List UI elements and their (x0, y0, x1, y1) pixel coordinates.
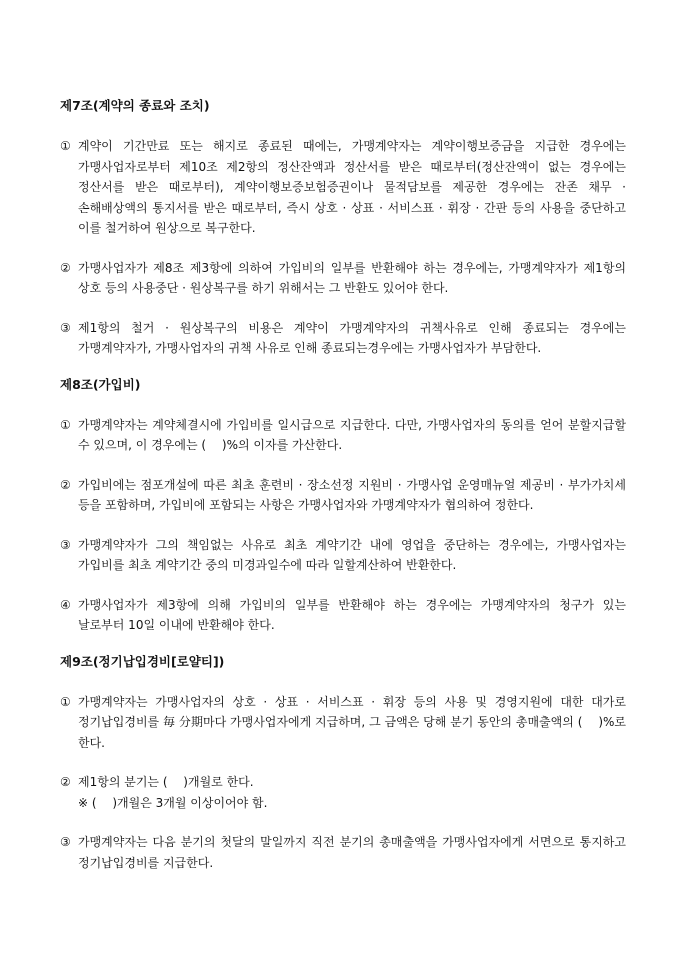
para-text: 제1항의 분기는 ( )개월로 한다. (78, 775, 254, 789)
para-text: 가맹계약자는 가맹사업자의 상호 · 상표 · 서비스표 · 휘장 등의 사용 및 경영지원에 대한 대가로 정기납입경비를 毎 分期마다 가맹사업자에게 지급하며, 그 금액은 당해 분기 동안의 총매출액의 ( )%로 한다. (78, 694, 626, 750)
para-number: ① (60, 139, 71, 153)
article-8-para-1 (60, 415, 626, 456)
article-8-para-2 (60, 475, 626, 516)
para-text: 계약이 기간만료 또는 해지로 종료된 때에는, 가맹계약자는 계약이행보증금을 지급한 경우에는 가맹사업자로부터 제10조 제2항의 정산잔액과 정산서를 받은 때로부터(정산잔액이 없는 경우에는 정산서를 받은 때로부터), 계약이행보증보험증권이나 물적담보를 제공한 경우에는 잔존 채무 · 손해배상액의 통지서를 받은 때로부터, 즉시 상호 · 상표 · 서비스표 · 휘장 · 간판 등의 사용을 중단하고 이를 철거하여 원상으로 복구한다. (78, 139, 626, 235)
para-text: 제1항의 철거 · 원상복구의 비용은 계약이 가맹계약자의 귀책사유로 인해 종료되는 경우에는 가맹계약자가, 가맹사업자의 귀책 사유로 인해 종료되는경우에는 가맹사업자가 부담한다. (78, 320, 626, 355)
article-7 (60, 96, 626, 359)
para-text: 가맹사업자가 제3항에 의해 가입비의 일부를 반환해야 하는 경우에는 가맹계약자의 청구가 있는 날로부터 10일 이내에 반환해야 한다. (78, 597, 626, 632)
para-text-block (78, 772, 626, 813)
para-note: ※ ( )개월은 3개월 이상이어야 함. (78, 795, 268, 810)
para-number: ② (60, 260, 71, 275)
para-text: 가맹계약자가 그의 책임없는 사유로 최초 계약기간 내에 영업을 중단하는 경우에는, 가맹사업자는 가입비를 최초 계약기간 중의 미경과일수에 따라 일할계산하여 반환한다. (78, 537, 626, 572)
article-9-para-2 (60, 772, 626, 813)
para-number: ③ (60, 835, 71, 849)
para-text: 가맹계약자는 계약체결시에 가입비를 일시급으로 지급한다. 다만, 가맹사업자의 동의를 얻어 분할지급할 수 있으며, 이 경우에는 ( )%의 이자를 가산한다. (78, 417, 626, 452)
para-number: ③ (60, 320, 71, 335)
para-number: ③ (60, 537, 71, 552)
para-number: ① (60, 694, 71, 709)
para-text: 가맹계약자는 다음 분기의 첫달의 말일까지 직전 분기의 총매출액을 가맹사업자에게 서면으로 통지하고 정기납입경비를 지급한다. (78, 835, 626, 870)
article-title: 제8조(가입비) (60, 376, 141, 392)
article-9 (60, 652, 626, 874)
article-title: 제9조(정기납입경비[로얄티]) (60, 653, 225, 669)
para-number: ④ (60, 597, 71, 612)
article-8-para-3 (60, 535, 626, 576)
para-text: 가입비에는 점포개설에 따른 최초 훈련비 · 장소선정 지원비 · 가맹사업 운영매뉴얼 제공비 · 부가가치세 등을 포함하며, 가입비에 포함되는 사항은 가맹사업자와 가맹계약자가 협의하여 정한다. (78, 477, 626, 512)
para-text: 가맹사업자가 제8조 제3항에 의하여 가입비의 일부를 반환해야 하는 경우에는, 가맹계약자가 제1항의 상호 등의 사용중단 · 원상복구를 하기 위해서는 그 반환도 있어야 한다. (78, 260, 626, 295)
article-9-para-3 (60, 832, 626, 873)
article-title: 제7조(계약의 종료와 조치) (60, 98, 210, 113)
article-7-para-3 (60, 318, 626, 359)
article-7-para-1 (60, 136, 626, 239)
article-8 (60, 375, 626, 636)
para-number: ② (60, 775, 71, 789)
article-7-para-2 (60, 258, 626, 299)
para-number: ① (60, 417, 71, 432)
article-9-para-1 (60, 692, 626, 754)
article-8-para-4 (60, 595, 626, 636)
para-number: ② (60, 477, 71, 492)
